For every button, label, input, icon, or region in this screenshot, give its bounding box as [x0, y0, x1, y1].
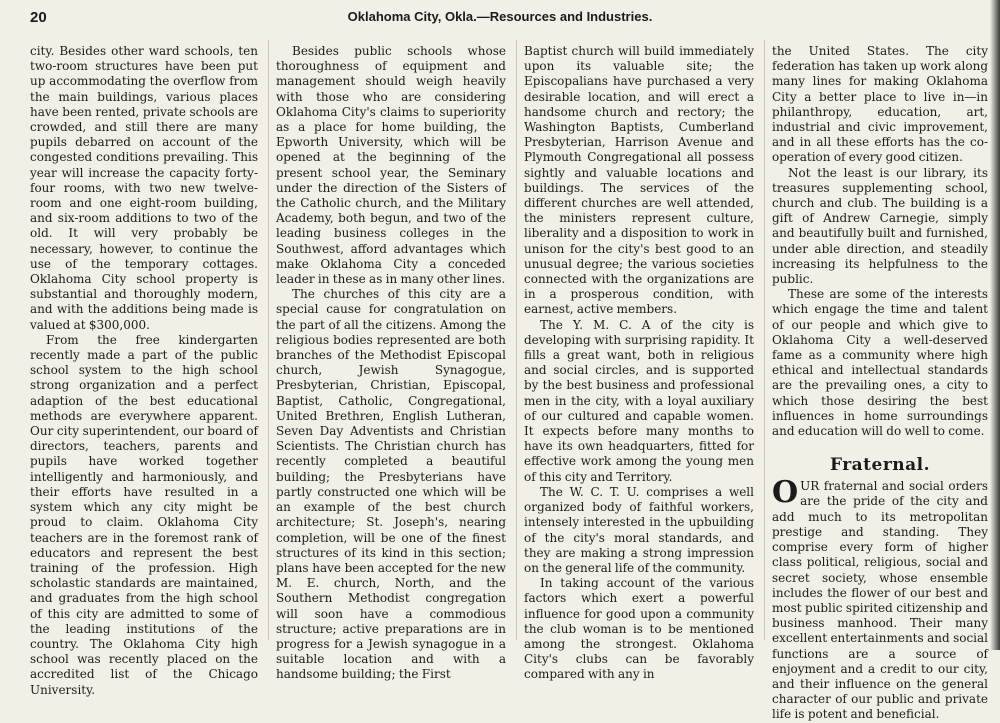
paragraph: the United States. The city federation has taken up work along many lines for making Oklahoma City a better place to live in—in philanthropy, education, art, industrial and civic improvement, and in all these efforts has the co-operation of every good citizen.: [772, 44, 988, 165]
paragraph-text: UR fraternal and social orders are the pride of the city and add much to its metropolitan prestige and standing. They comprise every form of higher class political, religious, social and secret society, whose ensemble includes the flower of our best and most public spirited citizenship and business manhood. Their many excellent entertainments and social functions are a source of enjoyment and a credit to our city, and their influence on the general character of our public and private life is potent and beneficial.: [772, 479, 988, 722]
paragraph: The Y. M. C. A of the city is developing with surprising rapidity. It fills a great want, both in religious and social circles, and is supported by the best business and professional men in the city, with a loyal auxiliary of our cultured and capable women. It expects before many months to have its own headquarters, fitted for effective work among the young men of this city and Territory.: [524, 317, 754, 484]
text-column-4: [772, 44, 988, 722]
text-column-2: [276, 44, 506, 682]
text-column-1: [30, 44, 258, 697]
paragraph: Baptist church will build immediately upon its valuable site; the Episcopalians have purchased a very desirable location, and will erect a handsome church and rectory; the Washington Baptists, Cumberland Presbyterian, Harrison Avenue and Plymouth Congregational all possess sightly and valuable locations and buildings. The services of the different churches are well attended, the ministers represent culture, liberality and a disposition to work in unison for the city's best good to an unusual degree; the various societies connected with the organizations are in a prosperous condition, with earnest, active members.: [524, 44, 754, 317]
section-heading: Fraternal.: [829, 455, 931, 476]
page-edge-shadow: [990, 0, 1000, 650]
paragraph: The W. C. T. U. comprises a well organized body of faithful workers, intensely interested in the upbuilding of the city's moral standards, and they are making a strong impression on the general life of the community.: [524, 484, 754, 575]
paragraph: In taking account of the various factors which exert a powerful influence for good upon a community the club woman is to be mentioned among the strongest. Oklahoma City's clubs can be favorably compared with any in: [524, 576, 754, 682]
paragraph: The churches of this city are a special cause for congratulation on the part of all the citizens. Among the religious bodies represented are both branches of the Methodist Episcopal church, Jewish Synagogue, Presbyterian, Christian, Episcopal, Baptist, Catholic, Congregational, United Brethren, English Lutheran, Seven Day Adventists and Christian Scientists. The Christian church has recently completed a beautiful building; the Presbyterians have partly constructed one which will be an example of the best church architecture; St. Joseph's, nearing completion, will be one of the finest structures of its kind in this section; plans have been accepted for the new M. E. church, North, and the Southern Methodist congregation will soon have a commodious structure; active preparations are in progress for a Jewish synagogue in a suitable location and with a handsome building; the First: [276, 287, 506, 682]
paragraph: These are some of the interests which engage the time and talent of our people and which give to Oklahoma City a well-deserved fame as a community where high ethical and intellectual standards are the prevailing ones, a city to which those desiring the best influences in home surroundings and education will do well to come.: [772, 287, 988, 439]
running-title: Oklahoma City, Okla.—Resources and Industries.: [347, 9, 653, 24]
paragraph: Besides public schools whose thoroughness of equipment and management should weigh heavily with those who are considering Oklahoma City's claims to superiority as a place for home building, the Epworth University, which will be opened at the beginning of the present school year, the Seminary under the direction of the Sisters of the Catholic church, and the Military Academy, both begun, and two of the leading business colleges in the Southwest, afford advantages which make Oklahoma City a conceded leader in these as in many other lines.: [276, 44, 506, 287]
paragraph: Not the least is our library, its treasures supplementing school, church and club. The building is a gift of Andrew Carnegie, simply and beautifully built and furnished, under able direction, and steadily increasing its helpfulness to the public.: [772, 165, 988, 287]
drop-cap: O: [772, 475, 799, 511]
paragraph: From the free kindergarten recently made a part of the public school system to the high school strong organization and a perfect adaption of the best educational methods are everywhere apparent. Our city superintendent, our board of directors, teachers, parents and pupils have worked together intelligently and harmoniously, and their efforts have resulted in a system which any city might be proud to claim. Oklahoma City teachers are in the foremost rank of educators and represent the best training of the profession. High scholastic standards are maintained, and graduates from the high school of this city are admitted to some of the leading institutions of the country. The Oklahoma City high school was recently placed on the accredited list of the Chicago University.: [30, 332, 258, 697]
paragraph: [772, 475, 988, 722]
text-column-3: [524, 44, 754, 682]
column-divider: [268, 40, 269, 640]
page-number: 20: [30, 9, 47, 26]
paragraph: city. Besides other ward schools, ten two-room structures have been put up accommodating the overflow from the main buildings, various places have been rented, private schools are crowded, and still there are many pupils debarred on account of the congested conditions prevailing. This year will increase the capacity forty-four rooms, with two new twelve-room and one eight-room building, and six-room additions to two of the old. It will very probably be necessary, however, to continue the use of the temporary cottages. Oklahoma City school property is substantial and thoroughly modern, and with the additions being made is valued at $300,000.: [30, 44, 258, 332]
column-divider: [516, 40, 517, 640]
column-divider: [764, 40, 765, 640]
